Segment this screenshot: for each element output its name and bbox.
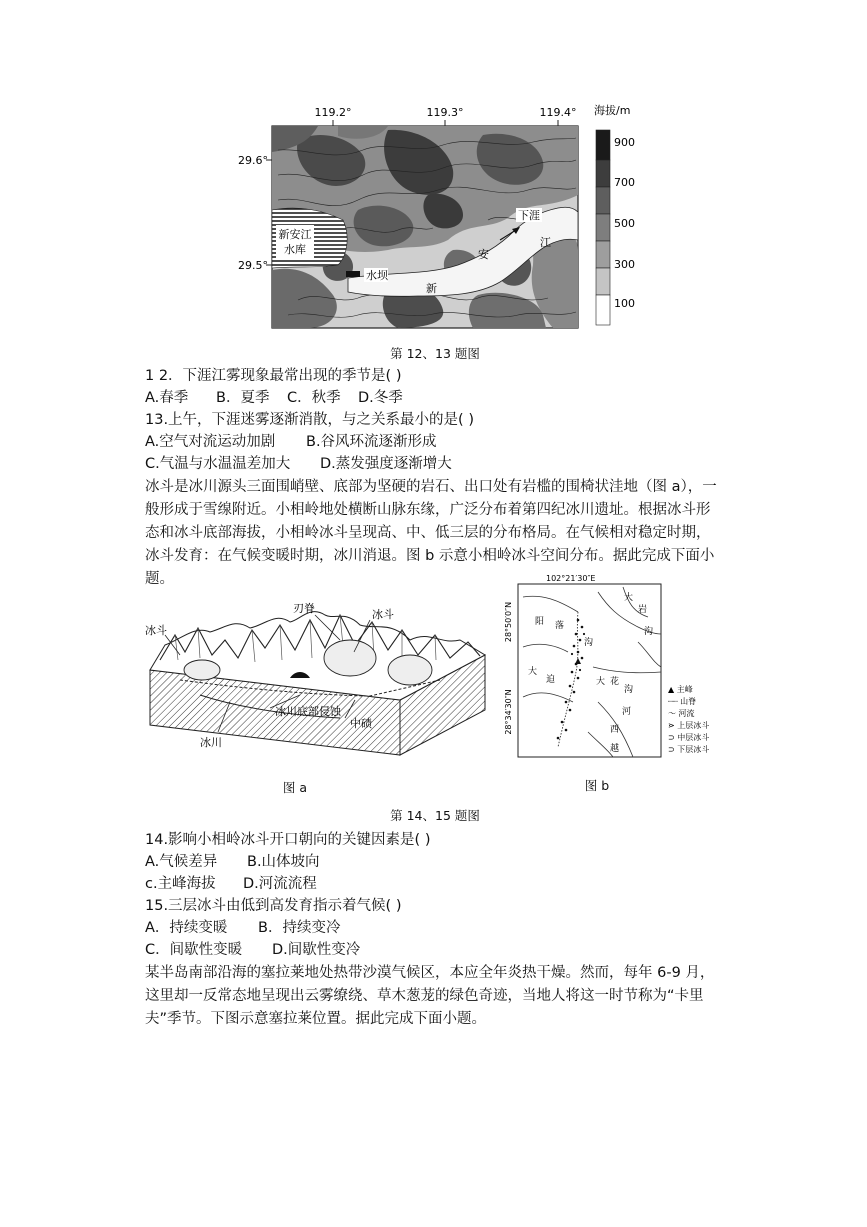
figure-caption: 第 12、13 题图 bbox=[390, 346, 480, 361]
place-label: 沟 bbox=[624, 685, 634, 695]
question-12-stem: 1 2．下涯江雾现象最常出现的季节是( ) bbox=[145, 368, 402, 384]
place-label: 落 bbox=[555, 621, 565, 631]
figure-caption: 第 14、15 题图 bbox=[390, 808, 480, 823]
place-label: 岩 bbox=[638, 605, 648, 615]
legend-item: ⋗ 上层冰斗 bbox=[668, 721, 710, 730]
cirque-distribution-map bbox=[498, 572, 733, 767]
place-label: 沟 bbox=[584, 638, 594, 648]
river-label: 江 bbox=[540, 236, 551, 249]
legend-item: 〜 河流 bbox=[668, 709, 695, 718]
legend-value: 300 bbox=[614, 258, 635, 271]
question-12-option: C．秋季 bbox=[287, 390, 341, 406]
xiaya-label: 下涯 bbox=[518, 209, 540, 222]
lon-label: 119.3° bbox=[426, 106, 464, 119]
legend-item: ⊃ 中层冰斗 bbox=[668, 733, 710, 742]
figure-a bbox=[140, 600, 490, 765]
legend-value: 700 bbox=[614, 176, 635, 189]
question-13-option-a: A.空气对流运动加剧 bbox=[145, 434, 276, 450]
river-label: 安 bbox=[478, 248, 489, 261]
question-14-option-b: B.山体坡向 bbox=[247, 854, 320, 870]
question-12-option: A.春季 bbox=[145, 390, 189, 406]
legend-item: ┈┈ 山脊 bbox=[668, 697, 697, 706]
legend-value: 900 bbox=[614, 136, 635, 149]
place-label: 大 bbox=[528, 667, 538, 677]
elevation-legend bbox=[596, 130, 610, 325]
question-13-option-c: C.气温与水温温差加大 bbox=[145, 456, 291, 472]
question-12-option: B．夏季 bbox=[216, 390, 270, 406]
place-label: 西 bbox=[610, 725, 620, 735]
legend-title: 海拔/m bbox=[594, 104, 631, 117]
coord-lat: 28°34′30″N bbox=[504, 689, 513, 735]
legend-item: ⊃ 下层冰斗 bbox=[668, 745, 710, 754]
place-label: 花 bbox=[610, 677, 620, 687]
passage-salalah: 某半岛南部沿海的塞拉莱地处热带沙漠气候区，本应全年炎热干燥。然而，每年 6-9 月，这里却一反常态地呈现出云雾缭绕、草木葱茏的绿色奇迹，当地人将这一时节称为“卡里夫”季节。下图示意塞拉莱位置。据此完成下面小题。 bbox=[145, 965, 715, 1027]
topographic-map-figure bbox=[238, 100, 638, 335]
place-label: 大 bbox=[624, 593, 634, 603]
label-arete: 刃脊 bbox=[293, 602, 315, 615]
place-label: 大 bbox=[596, 677, 606, 687]
place-label: 河 bbox=[622, 707, 632, 717]
lat-label: 29.5° bbox=[238, 259, 268, 272]
place-label: 阳 bbox=[535, 617, 545, 627]
cirque-block-diagram bbox=[140, 600, 490, 765]
coord-lat: 28°50′0″N bbox=[504, 601, 513, 643]
question-14-stem: 14.影响小相岭冰斗开口朝向的关键因素是( ) bbox=[145, 832, 431, 848]
question-13-option-b: B.谷风环流逐渐形成 bbox=[306, 434, 437, 450]
question-14-option-a: A.气候差异 bbox=[145, 854, 218, 870]
river-label: 新 bbox=[426, 282, 437, 295]
reservoir-label: 新安江 bbox=[278, 228, 312, 241]
reservoir-label: 水库 bbox=[284, 243, 306, 256]
coord-lon: 102°21′30″E bbox=[546, 574, 596, 583]
figure-b bbox=[498, 572, 733, 767]
place-label: 沟 bbox=[644, 627, 654, 637]
label-cirque-right: 冰斗 bbox=[372, 608, 394, 621]
place-label: 迫 bbox=[546, 675, 556, 685]
label-cirque-left: 冰斗 bbox=[145, 624, 167, 637]
question-14-option-d: D.河流流程 bbox=[243, 876, 317, 892]
question-14-option-c: c.主峰海拔 bbox=[145, 876, 216, 892]
passage-glacier: 冰斗是冰川源头三面围峭壁、底部为坚硬的岩石、出口处有岩槛的围椅状洼地（图 a），一般形成于雪缐附近。小相岭地处横断山脉东缘，广泛分布着第四纪冰川遗址。根据冰斗形态和冰斗底部海拔，小相岭冰斗呈现高、中、低三层的分布格局。在气候相对稳定时期，冰斗发育：在气候变暖时期，冰川消退。图 b 示意小相岭冰斗空间分布。据此完成下面小题。 bbox=[145, 479, 717, 587]
label-erosion: 冰川底部侵蚀 bbox=[275, 705, 341, 718]
question-12-option: D.冬季 bbox=[358, 390, 403, 406]
label-glacier: 冰川 bbox=[200, 736, 222, 749]
lat-label: 29.6° bbox=[238, 154, 268, 167]
lon-label: 119.2° bbox=[314, 106, 352, 119]
question-15-option-d: D.间歇性变冷 bbox=[272, 942, 361, 958]
place-label: 越 bbox=[610, 744, 620, 754]
label-moraine: 中碛 bbox=[350, 717, 372, 730]
topographic-map bbox=[238, 100, 638, 335]
question-15-option-b: B．持续变冷 bbox=[258, 920, 341, 936]
legend-value: 100 bbox=[614, 297, 635, 310]
figure-a-caption: 图 a bbox=[282, 780, 308, 795]
legend-item: ▲ 主峰 bbox=[668, 685, 693, 694]
question-13-option-d: D.蒸发强度逐渐增大 bbox=[320, 456, 452, 472]
dam-label: 水坝 bbox=[366, 269, 388, 282]
question-15-option-c: C．间歇性变暖 bbox=[145, 942, 243, 958]
dam-marker bbox=[346, 271, 360, 277]
question-15-option-a: A．持续变暖 bbox=[145, 920, 228, 936]
lon-label: 119.4° bbox=[539, 106, 577, 119]
question-15-stem: 15.三层冰斗由低到高发育指示着气候( ) bbox=[145, 898, 402, 914]
figure-b-caption: 图 b bbox=[584, 778, 610, 793]
question-13-stem: 13.上午，下涯迷雾逐渐消散，与之关系最小的是( ) bbox=[145, 412, 474, 428]
legend-value: 500 bbox=[614, 217, 635, 230]
